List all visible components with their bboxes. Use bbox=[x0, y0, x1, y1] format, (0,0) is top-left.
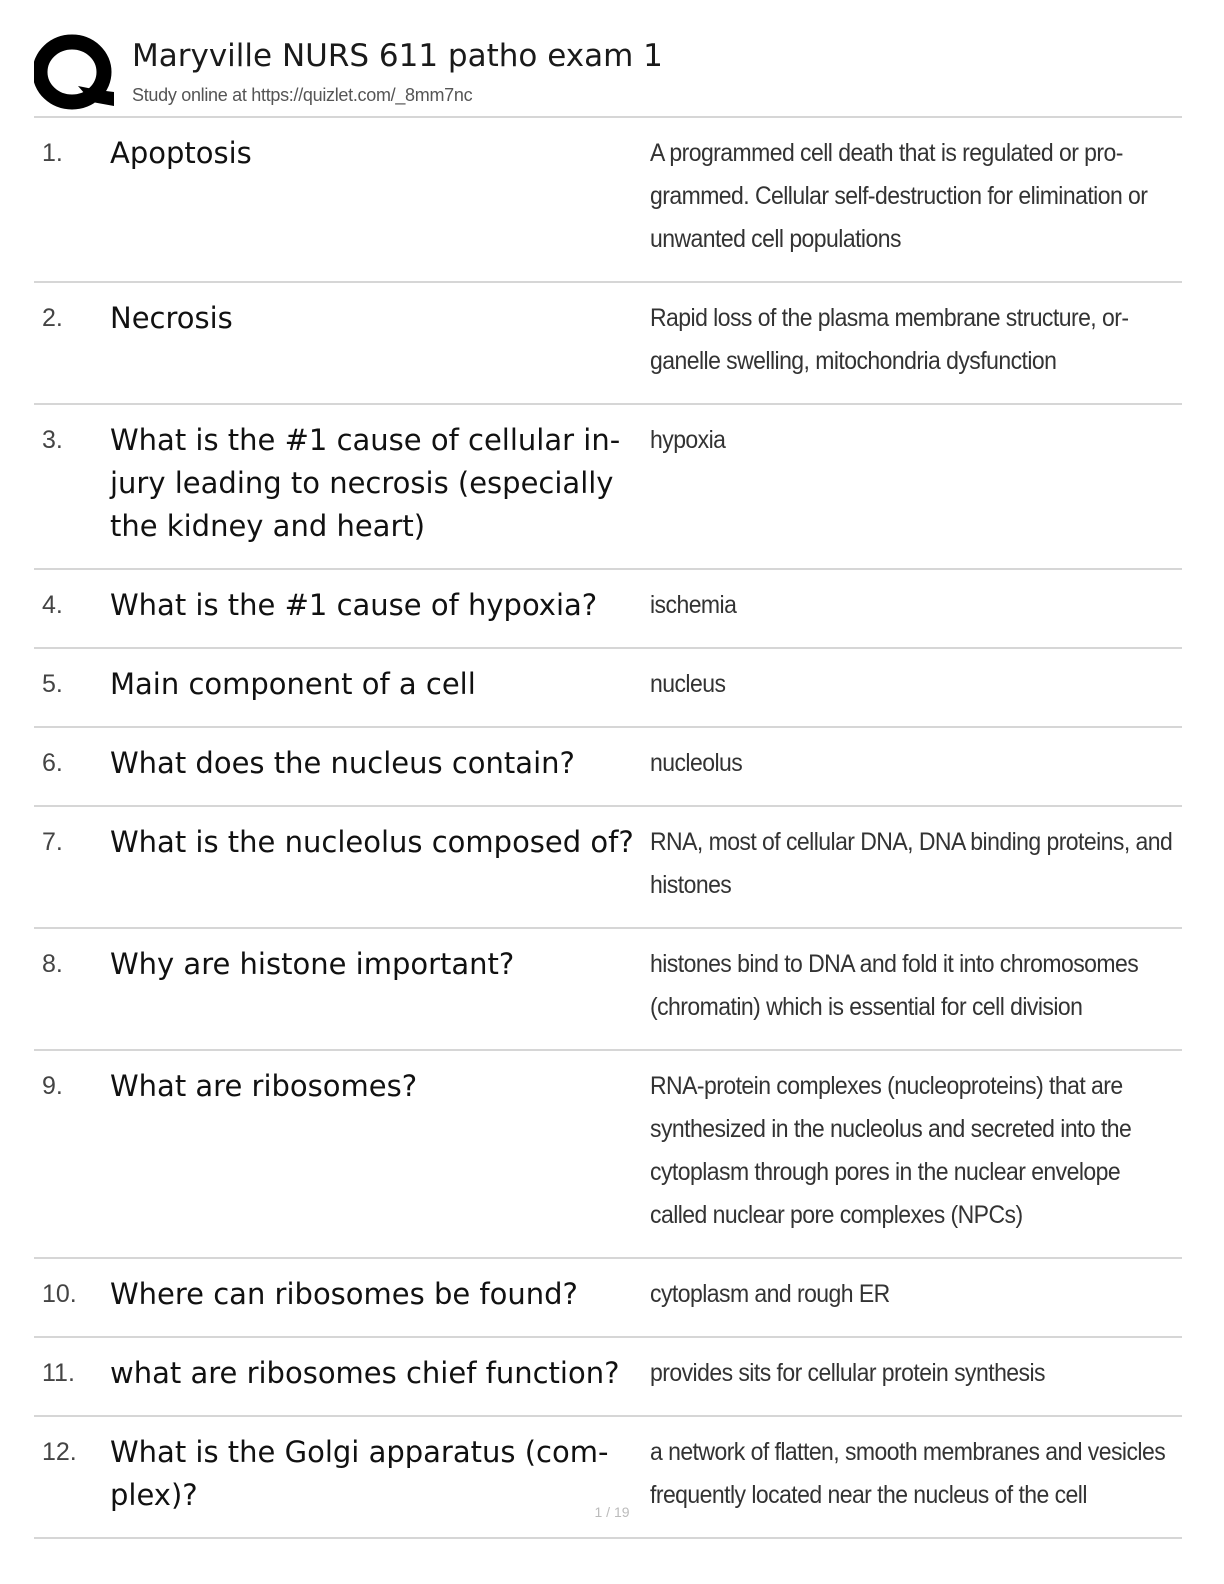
flashcard-row bbox=[34, 1417, 1182, 1539]
card-number: 8. bbox=[42, 950, 63, 978]
flashcard-row bbox=[34, 728, 1182, 807]
flashcard-row bbox=[34, 118, 1182, 283]
card-number: 11. bbox=[42, 1359, 75, 1387]
definition-line: A programmed cell death that is regulated or pro- bbox=[650, 139, 1123, 167]
flashcard-row bbox=[34, 283, 1182, 405]
card-number: 6. bbox=[42, 749, 63, 777]
term-line: Necrosis bbox=[110, 301, 233, 335]
card-number: 2. bbox=[42, 304, 63, 332]
card-term bbox=[110, 584, 650, 627]
flashcard-row bbox=[34, 1338, 1182, 1417]
page-title: Maryville NURS 611 patho exam 1 bbox=[132, 38, 663, 74]
card-definition bbox=[650, 742, 1139, 785]
definition-line: cytoplasm through pores in the nuclear envelope bbox=[650, 1158, 1121, 1186]
definition-line: frequently located near the nucleus of the cell bbox=[650, 1481, 1087, 1509]
card-number: 9. bbox=[42, 1072, 63, 1100]
term-line: Apoptosis bbox=[110, 136, 252, 170]
term-line: What is the Golgi apparatus (com- bbox=[110, 1435, 609, 1469]
card-number: 1. bbox=[42, 139, 63, 167]
definition-line: histones bind to DNA and fold it into chromosomes bbox=[650, 950, 1139, 978]
card-term bbox=[110, 132, 650, 175]
card-term bbox=[110, 1352, 650, 1395]
card-number: 3. bbox=[42, 426, 63, 454]
card-definition bbox=[650, 1352, 1139, 1395]
card-term bbox=[110, 1273, 650, 1316]
card-term bbox=[110, 1065, 650, 1108]
card-definition bbox=[650, 1273, 1139, 1316]
term-line: Main component of a cell bbox=[110, 667, 476, 701]
quizlet-q-logo-icon bbox=[34, 34, 114, 114]
card-term bbox=[110, 297, 650, 340]
flashcard-row bbox=[34, 929, 1182, 1051]
card-term bbox=[110, 419, 650, 548]
definition-line: histones bbox=[650, 871, 732, 899]
term-line: What is the #1 cause of cellular in- bbox=[110, 423, 621, 457]
term-line: What is the nucleolus composed of? bbox=[110, 825, 634, 859]
definition-line: ganelle swelling, mitochondria dysfunction bbox=[650, 347, 1057, 375]
card-number: 4. bbox=[42, 591, 63, 619]
card-definition bbox=[650, 297, 1139, 383]
definition-line: a network of flatten, smooth membranes and vesicles bbox=[650, 1438, 1166, 1466]
card-number: 12. bbox=[42, 1438, 77, 1466]
definition-line: nucleus bbox=[650, 670, 726, 698]
definition-line: synthesized in the nucleolus and secreted into the bbox=[650, 1115, 1132, 1143]
card-definition bbox=[650, 821, 1172, 907]
definition-line: ischemia bbox=[650, 591, 737, 619]
definition-line: nucleolus bbox=[650, 749, 743, 777]
definition-line: hypoxia bbox=[650, 426, 726, 454]
card-definition bbox=[650, 663, 1139, 706]
flashcard-list bbox=[34, 118, 1182, 1539]
term-line: Where can ribosomes be found? bbox=[110, 1277, 578, 1311]
card-number: 5. bbox=[42, 670, 63, 698]
definition-line: grammed. Cellular self-destruction for elimination or bbox=[650, 182, 1148, 210]
definition-line: RNA-protein complexes (nucleoproteins) that are bbox=[650, 1072, 1123, 1100]
study-link[interactable]: Study online at https://quizlet.com/_8mm7nc bbox=[132, 85, 473, 105]
card-number: 10. bbox=[42, 1280, 77, 1308]
card-definition bbox=[650, 584, 1139, 627]
card-term bbox=[110, 663, 650, 706]
term-line: What does the nucleus contain? bbox=[110, 746, 575, 780]
page-number: 1 / 19 bbox=[594, 1504, 630, 1520]
card-definition bbox=[650, 132, 1147, 261]
definition-line: Rapid loss of the plasma membrane structure, or- bbox=[650, 304, 1129, 332]
definition-line: called nuclear pore complexes (NPCs) bbox=[650, 1201, 1023, 1229]
card-definition bbox=[650, 943, 1139, 1029]
term-line: What are ribosomes? bbox=[110, 1069, 418, 1103]
card-definition bbox=[650, 419, 1139, 462]
flashcard-row bbox=[34, 405, 1182, 570]
definition-line: provides sits for cellular protein synthesis bbox=[650, 1359, 1046, 1387]
card-term bbox=[110, 821, 650, 864]
card-term bbox=[110, 742, 650, 785]
term-line: plex)? bbox=[110, 1478, 198, 1512]
flashcard-row bbox=[34, 807, 1182, 929]
term-line: Why are histone important? bbox=[110, 947, 515, 981]
page-header bbox=[34, 30, 1184, 120]
flashcard-row bbox=[34, 649, 1182, 728]
flashcard-row bbox=[34, 1051, 1182, 1259]
definition-line: unwanted cell populations bbox=[650, 225, 901, 253]
term-line: What is the #1 cause of hypoxia? bbox=[110, 588, 598, 622]
card-definition bbox=[650, 1065, 1139, 1237]
flashcard-row bbox=[34, 570, 1182, 649]
flashcard-row bbox=[34, 1259, 1182, 1338]
card-number: 7. bbox=[42, 828, 63, 856]
definition-line: RNA, most of cellular DNA, DNA binding proteins, and bbox=[650, 828, 1173, 856]
card-term bbox=[110, 943, 650, 986]
definition-line: (chromatin) which is essential for cell division bbox=[650, 993, 1083, 1021]
definition-line: cytoplasm and rough ER bbox=[650, 1280, 890, 1308]
term-line: jury leading to necrosis (especially bbox=[110, 466, 614, 500]
term-line: what are ribosomes chief function? bbox=[110, 1356, 620, 1390]
term-line: the kidney and heart) bbox=[110, 509, 426, 543]
